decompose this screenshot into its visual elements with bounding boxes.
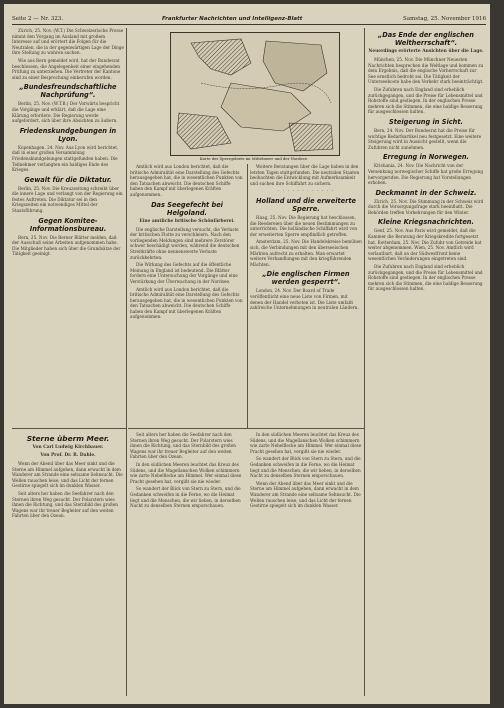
headline: Kleine Kriegsnachrichten.	[378, 218, 474, 227]
article-text: Berlin, 25. Nov. Die Kreuzzeitung schreibt über die innere Lage und verlangt von der Regierung ein festes Auftreten. Die Diktatur sei in den Kriegszeiten ein notwendiges Mittel der Staatsführung.	[12, 185, 123, 214]
column-3	[250, 164, 362, 426]
headline: Erregung in Norwegen.	[382, 153, 470, 162]
article-text: Bern, 24. Nov. Der Bundesrat hat die Preise für wichtige Bedarfsartikel neu festgesetzt. Eine weitere Steigerung wird in Aussicht gestellt, wenn die Zufuhren nicht zunehmen.	[368, 127, 482, 150]
headline: „Das Ende der englischen Weltherrschaft“.	[378, 31, 474, 47]
page-number: Seite 2 — Nr. 323.	[12, 16, 64, 22]
article-text: Amtlich wird aus London berichtet, daß die britische Admiralität eine Darstellung des Gefechts herausgegeben hat, die in wesentlichen Punkten von den Tatsachen abweicht. Die deutschen Schiffe haben den Kampf mit überlegenen Kräften aufgenommen.	[130, 286, 243, 320]
section-rule	[128, 428, 364, 429]
feuilleton-subtitle: Von Carl Ludwig Kirchbauer.	[32, 445, 104, 450]
subheadline: Eine amtliche britische Schönfärberei.	[139, 218, 235, 224]
article-text: Haag, 25. Nov. Die Regierung hat beschlossen, die Reedereien über die neuen Bestimmungen zu unterrichten. Die holländische Schiffahrt wird von der erweiterten Sperre empfindlich getroffen.	[250, 214, 358, 237]
article-text: Berlin, 25. Nov. (W.T.B.) Der Vorwärts bespricht die Vorgänge und erklärt, daß die Lage eine Klärung erfordere. Die Regierung werde aufgefordert, sich über ihre Absichten zu äußern.	[12, 101, 120, 124]
headline: Das Seegefecht bei Helgoland.	[151, 200, 223, 217]
section-rule	[12, 428, 126, 429]
map-figure	[170, 32, 340, 156]
article-text: In den südlichen Meeren leuchtet das Kreuz des Südens, und die Magellanschen Wolken schimmern wie zarte Nebelflecke am Himmel. Wer einmal diese Pracht gesehen hat, vergißt sie nie wieder.	[130, 461, 242, 484]
article-text: Seit alters her haben die Seefahrer nach den Sternen ihren Weg gesucht. Der Polarstern wies ihnen die Richtung, und das Sternbild des großen Wagens war ihr treuer Begleiter auf den weiten Fahrten über den Ozean.	[130, 432, 236, 460]
article-text: Zürich, 25. Nov. (W.T.) Die Schweizerische Presse nimmt den Vorgang im Ausland mit großem Interesse auf und erörtert die Folgen für die Neutralen, die in der gegenwärtigen Lage der Dinge ihre Stellung zu wahren suchen.	[12, 28, 124, 56]
article-text: London, 24. Nov. Der Board of Trade veröffentlicht eine neue Liste von Firmen, mit denen der Handel verboten ist. Die Liste umfaßt zahlreiche Unternehmungen in neutralen Ländern.	[250, 288, 359, 311]
article-text: Die Zufuhren nach England sind erheblich zurückgegangen, und die Preise für Lebensmittel und Rohstoffe sind gestiegen. In der englischen Presse mehren sich die Stimmen, die eine baldige Besserung für ausgeschlossen halten.	[368, 264, 483, 292]
article-text: Wenn der Abend über das Meer sinkt und die Sterne am Himmel aufgehen, dann erwacht in dem Wanderer am Strande eine seltsame Sehnsucht. Die Wellen rauschen leise, und das Licht der fernen Gestirne spiegelt sich im dunklen Wasser.	[12, 461, 123, 489]
article-text: Amtlich wird aus London berichtet, daß die britische Admiralität eine Darstellung des Gefechts herausgegeben hat, die in wesentlichen Punkten von den Tatsachen abweicht. Die deutschen Schiffe haben den Kampf mit überlegenen Kräften aufgenommen.	[130, 164, 243, 197]
article-text: So wandert der Blick von Stern zu Stern, und die Gedanken schweifen in die Ferne, wo die Heimat liegt und die Menschen, die wir lieben, in derselben Nacht zu denselben Sternen emporschauen.	[250, 456, 361, 479]
article-text: Kristiania, 24. Nov. Die Nachricht von der Versenkung norwegischer Schiffe hat große Erregung hervorgerufen. Die Regierung hat Vorstellungen erhoben.	[368, 163, 484, 186]
article-text: Weitere Beratungen über die Lage haben in den letzten Tagen stattgefunden. Die neutralen Staaten beobachten die Entwicklung mit Aufmerksamkeit und suchen ihre Schiffahrt zu sichern.	[250, 164, 360, 186]
feuilleton-title: Sterne überm Meer.	[26, 434, 110, 443]
article-text: Zürich, 25. Nov. Die Stimmung in der Schweiz wird durch die Versorgungsfrage stark beeinflußt. Die Behörden treffen Vorkehrungen für den Winter.	[368, 198, 484, 215]
feuilleton-col-1	[12, 432, 124, 694]
headline: „Bundesfreundschaftliche Nachprüfung“.	[19, 83, 117, 100]
article-text: Genf, 25. Nov. Aus Paris wird gemeldet, daß die Kammer die Beratung der Kriegskredite fortgesetzt hat. Rotterdam, 25. Nov. Die Zufuhr von Getreide hat weiter abgenommen. Wien, 25. Nov. Amtlich wird verlautbart, daß an der Südwestfront keine wesentlichen Veränderungen eingetreten sind.	[368, 228, 482, 262]
article-text: So wandert der Blick von Stern zu Stern, und die Gedanken schweifen in die Ferne, wo die Heimat liegt und die Menschen, die wir lieben, in derselben Nacht zu denselben Sternen emporschauen.	[130, 486, 241, 509]
article-text: In den südlichen Meeren leuchtet das Kreuz des Südens, und die Magellanschen Wolken schimmern wie zarte Nebelflecke am Himmel. Wer einmal diese Pracht gesehen hat, vergißt sie nie wieder.	[250, 432, 362, 454]
article-text: Amsterdam, 25. Nov. Die Handelskreise bemühen sich, die Verbindungen mit den überseeischen Märkten aufrecht zu erhalten. Man erwartet weitere Verhandlungen mit den kriegführenden Mächten.	[250, 239, 362, 267]
article-text: Seit alters her haben die Seefahrer nach den Sternen ihren Weg gesucht. Der Polarstern wies ihnen die Richtung, und das Sternbild des großen Wagens war ihr treuer Begleiter auf den weiten Fahrten über den Ozean.	[12, 490, 118, 519]
column-rule	[364, 28, 365, 696]
headline: „Die englischen Firmen werden gesperrt“.	[262, 270, 350, 287]
page-header	[12, 14, 486, 25]
masthead: Frankfurter Nachrichten und Intelligenz-Blatt	[162, 16, 303, 22]
page-edge	[490, 4, 498, 704]
article-text: Bern, 25. Nov. Die Berner Blätter melden, daß der Ausschuß seine Arbeiten aufgenommen habe. Die Mitglieder haben sich über die Grundsätze der Tätigkeit geeinigt.	[12, 234, 121, 257]
headline: Gegen Komitee-Informationsbureau.	[29, 216, 107, 233]
column-1	[12, 28, 124, 428]
newspaper-page	[4, 4, 498, 704]
map-drawing	[171, 33, 339, 155]
issue-date: Samstag, 25. November 1916	[403, 16, 486, 22]
article-text: Die englische Darstellung versucht, die Verluste der britischen Flotte zu verschleiern. Nach den vorliegenden Meldungen sind mehrere Zerstörer schwer beschädigt worden, während die deutschen Streitkräfte ohne nennenswerte Verluste zurückkehrten.	[130, 226, 240, 260]
article-text: Wenn der Abend über das Meer sinkt und die Sterne am Himmel aufgehen, dann erwacht in dem Wanderer am Strande eine seltsame Sehnsucht. Die Wellen rauschen leise, und das Licht der fernen Gestirne spiegelt sich im dunklen Wasser.	[250, 480, 361, 509]
headline: Deckmannt in der Schweiz.	[375, 188, 477, 197]
feuilleton-col-3	[250, 432, 362, 694]
article-text: Die Wirkung des Gefechts auf die öffentliche Meinung in England ist bedeutend. Die Blätter fordern eine Untersuchung der Vorgänge und eine Verstärkung der Überwachung in der Nordsee.	[130, 262, 238, 284]
feuilleton-col-2	[130, 432, 244, 694]
column-rule	[247, 164, 248, 428]
article-text: Kopenhagen, 24. Nov. Aus Lyon wird berichtet, daß in einer großen Versammlung Friedenskundgebungen stattgefunden haben. Die Teilnehmer verlangten ein baldiges Ende des Krieges.	[12, 144, 119, 173]
subheadline: Neuerdings erörterte Ansichten über die Lage.	[368, 49, 484, 54]
headline: Friedenskundgebungen in Lyon.	[19, 126, 117, 143]
column-2	[130, 164, 244, 426]
separator: . . . . . . . . . . . .	[277, 188, 335, 194]
headline: Holland und die erweiterte Sperre.	[256, 196, 356, 213]
map-caption: Karte des Sperrgebiets im Mittelmeer und der Nordsee.	[199, 156, 309, 161]
article-text: München, 25. Nov. Die Münchner Neuesten Nachrichten besprechen die Weltlage und kommen zu dem Ergebnis, daß die englische Vorherrschaft zur See ernstlich bedroht sei. Die Tätigkeit der Unterseeboote habe den Verkehr stark beeinträchtigt.	[368, 57, 484, 85]
column-4	[368, 28, 484, 694]
article-text: Wie aus Bern gemeldet wird, hat der Bundesrat beschlossen, die Angelegenheit einer eingehenden Prüfung zu unterziehen. Die Vertreter der Kantone sind zu einer Besprechung einberufen worden.	[12, 57, 121, 80]
column-rule	[126, 28, 127, 696]
headline: Steigerung in Sicht.	[389, 117, 463, 126]
feuilleton-author: Von Prof. Dr. R. Dahle.	[40, 453, 96, 458]
headline: Gewalt für die Diktatur.	[24, 175, 112, 184]
article-text: Die Zufuhren nach England sind erheblich zurückgegangen, und die Preise für Lebensmittel und Rohstoffe sind gestiegen. In der englischen Presse mehren sich die Stimmen, die eine baldige Besserung für ausgeschlossen halten.	[368, 86, 483, 115]
